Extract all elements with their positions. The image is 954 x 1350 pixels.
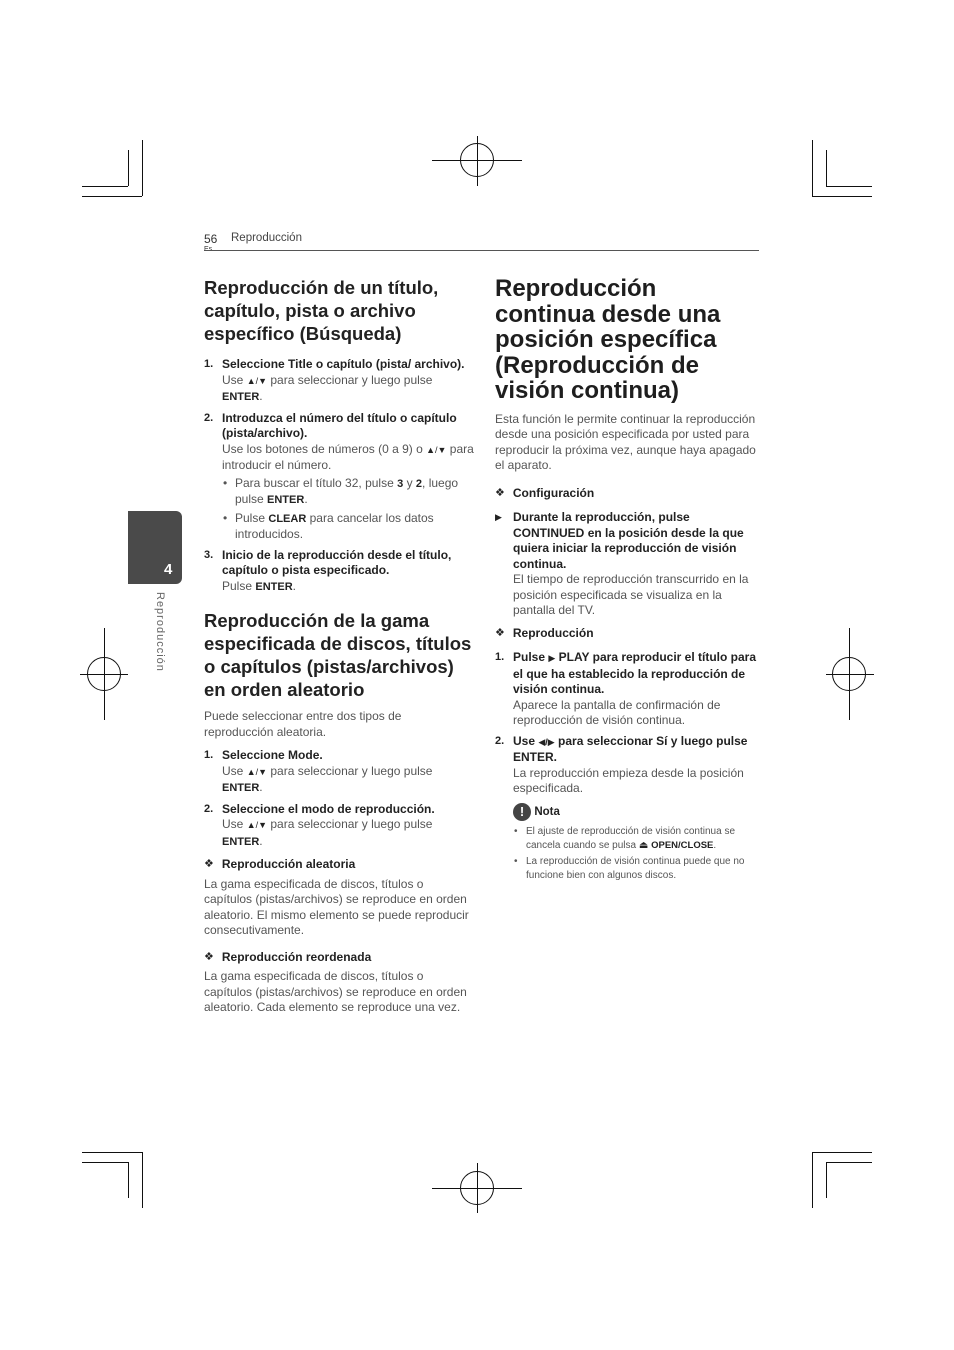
crop-mark <box>826 150 827 186</box>
continued-intro: Esta función le permite continuar la reproducción desde una posición especificada por usted para reproducir la próxima vez, aunque haya apagado el aparato. <box>495 411 756 472</box>
chapter-number: 4 <box>164 561 173 578</box>
key-play: PLAY <box>558 650 590 664</box>
note-item: • La reproducción de visión continua puede que no funcione bien con algunos discos. <box>513 855 758 884</box>
bullet-item: • Para buscar el título 32, pulse 3 y 2, luego pulse ENTER. <box>222 476 474 509</box>
key-open-close: OPEN/CLOSE <box>651 840 714 851</box>
right-column <box>495 276 758 884</box>
crop-mark <box>826 1162 827 1198</box>
subheading-config <box>495 486 758 502</box>
random-description: La gama especificada de discos, títulos o capítulos (pistas/archivos) se reproduce en orden aleatorio. El mismo elemento se puede reproducir consecutivamente. <box>204 876 469 937</box>
text: Durante la reproducción, pulse <box>513 510 690 524</box>
up-down-icon: ▲/▼ <box>246 375 268 386</box>
text: para seleccionar y luego pulse <box>270 763 433 778</box>
arrow-icon: ▶ <box>495 512 502 522</box>
crop-mark <box>104 628 105 720</box>
text: Use los botones de números (0 a 9) o <box>222 441 423 456</box>
exclamation-icon: ! <box>513 803 531 821</box>
key-enter: ENTER <box>513 750 554 764</box>
crop-mark <box>82 1162 128 1163</box>
text: Use <box>222 372 244 387</box>
note-item: • El ajuste de reproducción de visión continua se cancela cuando se pulsa ⏏ OPEN/CLOSE. <box>513 825 758 854</box>
text: Pulse <box>513 650 546 664</box>
step-text: Use ▲/▼ para seleccionar y luego pulse ENTER. <box>222 817 433 848</box>
running-header: Reproducción <box>231 232 302 244</box>
chapter-tab <box>128 511 182 584</box>
step-number: 1. <box>204 358 214 370</box>
shuffle-description: La gama especificada de discos, títulos o capítulos (pistas/archivos) se reproduce en orden aleatorio. Cada elemento se reproduce una vez. <box>204 969 467 1014</box>
step-title: Seleccione el modo de reproducción. <box>222 801 435 816</box>
header-rule <box>204 250 759 251</box>
key-2: 2 <box>415 477 423 490</box>
key-continued: CONTINUED <box>513 525 585 540</box>
subheading-text: Reproducción reordenada <box>221 949 372 964</box>
crop-mark <box>142 1152 143 1208</box>
up-down-icon: ▲/▼ <box>246 820 268 830</box>
step-3 <box>204 548 474 596</box>
bullet-item <box>222 511 474 543</box>
text: Use <box>222 763 244 778</box>
crop-mark <box>812 140 813 196</box>
step-title <box>513 510 758 572</box>
random-step-2 <box>204 802 474 851</box>
config-step <box>495 510 758 619</box>
subheading-text: Configuración <box>512 485 595 500</box>
crop-mark <box>477 136 478 186</box>
text: para seleccionar y luego pulse <box>270 372 433 387</box>
step-title: Use ◀/▶ para seleccionar Sí y luego pulse ENTER. <box>513 733 748 764</box>
key-enter: ENTER <box>222 782 260 794</box>
random-step-1 <box>204 748 474 797</box>
note-title: Nota <box>534 805 560 818</box>
up-down-icon: ▲/▼ <box>426 444 447 455</box>
step-title: Seleccione Mode. <box>222 748 323 762</box>
step-text: Use ▲/▼ para seleccionar y luego pulse ENTER. <box>222 372 433 403</box>
text: Pulse <box>235 510 266 525</box>
key-enter: ENTER <box>222 391 260 403</box>
step-text: Use ▲/▼ para seleccionar y luego pulse ENTER. <box>222 763 433 794</box>
step-text: La reproducción empieza desde la posición especificada. <box>513 765 744 795</box>
crop-mark <box>812 196 872 197</box>
text: para cancelar los datos introducidos. <box>235 510 434 541</box>
play-step-2 <box>495 734 758 797</box>
crop-mark <box>82 1152 142 1153</box>
step-1 <box>204 357 474 406</box>
diamond-icon: ❖ <box>495 626 505 639</box>
step-text <box>222 442 474 474</box>
diamond-icon: ❖ <box>495 486 505 499</box>
crop-mark <box>82 196 142 197</box>
random-intro: Puede seleccionar entre dos tipos de reproducción aleatoria. <box>204 709 402 739</box>
step-2 <box>204 411 474 543</box>
heading-continued: Reproducción continua desde una posición específica (Reproducción de visión continua) <box>495 275 721 404</box>
text: El ajuste de reproducción de visión continua se cancela cuando se pulsa <box>526 825 736 851</box>
crop-mark <box>128 150 129 186</box>
crop-mark <box>812 1152 872 1153</box>
key-enter: ENTER <box>222 835 260 848</box>
heading-random: Reproducción de la gama especificada de discos, títulos o capítulos (pistas/archivos) en orden aleatorio <box>204 610 472 700</box>
key-clear: CLEAR <box>268 512 307 525</box>
crop-mark <box>812 1152 813 1208</box>
heading-search: Reproducción de un título, capítulo, pista o archivo específico (Búsqueda) <box>204 277 439 344</box>
subheading-text: Reproducción aleatoria <box>221 857 356 871</box>
crop-mark <box>128 1162 129 1198</box>
step-number: 1. <box>495 651 505 663</box>
step-text: El tiempo de reproducción transcurrido en la posición especificada se visualiza en la pantalla del TV. <box>513 572 749 617</box>
up-down-icon: ▲/▼ <box>246 766 268 777</box>
step-text: Aparece la pantalla de confirmación de reproducción de visión continua. <box>513 697 721 727</box>
left-column <box>204 276 474 1016</box>
step-text: Pulse ENTER. <box>222 578 296 593</box>
eject-icon: ⏏ <box>638 840 649 851</box>
step-title: Inicio de la reproducción desde el título, capítulo o pista especificado. <box>222 547 452 577</box>
diamond-icon: ❖ <box>204 950 214 963</box>
play-step-1 <box>495 650 758 729</box>
step-title: Introduzca el número del título o capítulo (pista/archivo). <box>222 410 457 440</box>
step-title: Seleccione Title o capítulo (pista/ archivo). <box>222 357 465 371</box>
left-right-icon: ◀/▶ <box>538 736 555 747</box>
crop-mark <box>826 674 874 675</box>
text: Pulse <box>222 578 253 593</box>
crop-mark <box>142 140 143 196</box>
step-number: 2. <box>204 411 214 424</box>
text: para seleccionar Sí y luego pulse <box>558 733 748 748</box>
text: y <box>406 475 413 490</box>
step-title <box>513 650 758 698</box>
text: Use <box>222 817 244 831</box>
subheading-random <box>204 857 474 873</box>
text: en la posición desde la que quiera iniciar la reproducción de visión continua. <box>513 525 744 571</box>
step-number: 2. <box>495 734 505 747</box>
text: Para buscar el título 32, pulse <box>235 475 394 490</box>
step-number: 1. <box>204 749 214 761</box>
text: para introducir el número. <box>222 441 474 472</box>
crop-mark <box>826 186 872 187</box>
diamond-icon: ❖ <box>204 858 214 870</box>
subheading-text: Reproducción <box>512 625 594 640</box>
crop-mark <box>82 186 128 187</box>
subheading-play <box>495 626 758 642</box>
text: Use <box>513 733 536 748</box>
crop-mark <box>826 1162 872 1163</box>
text: para reproducir el título para el que ha establecido la reproducción de visión continua. <box>513 650 757 696</box>
subheading-shuffle <box>204 950 474 966</box>
text: , luego pulse <box>235 475 459 506</box>
note-heading <box>513 803 758 821</box>
note-block <box>495 803 758 884</box>
text: para seleccionar y luego pulse <box>270 817 433 831</box>
key-3: 3 <box>397 477 404 490</box>
key-enter: ENTER <box>267 494 305 506</box>
page-number: 56 <box>204 232 218 246</box>
crop-mark <box>477 1163 478 1213</box>
step-number: 2. <box>204 802 214 815</box>
key-enter: ENTER <box>255 580 293 593</box>
chapter-side-label: Reproducción <box>154 592 166 672</box>
play-icon: ▶ <box>548 653 556 663</box>
step-number: 3. <box>204 548 214 561</box>
crop-mark <box>849 628 850 720</box>
